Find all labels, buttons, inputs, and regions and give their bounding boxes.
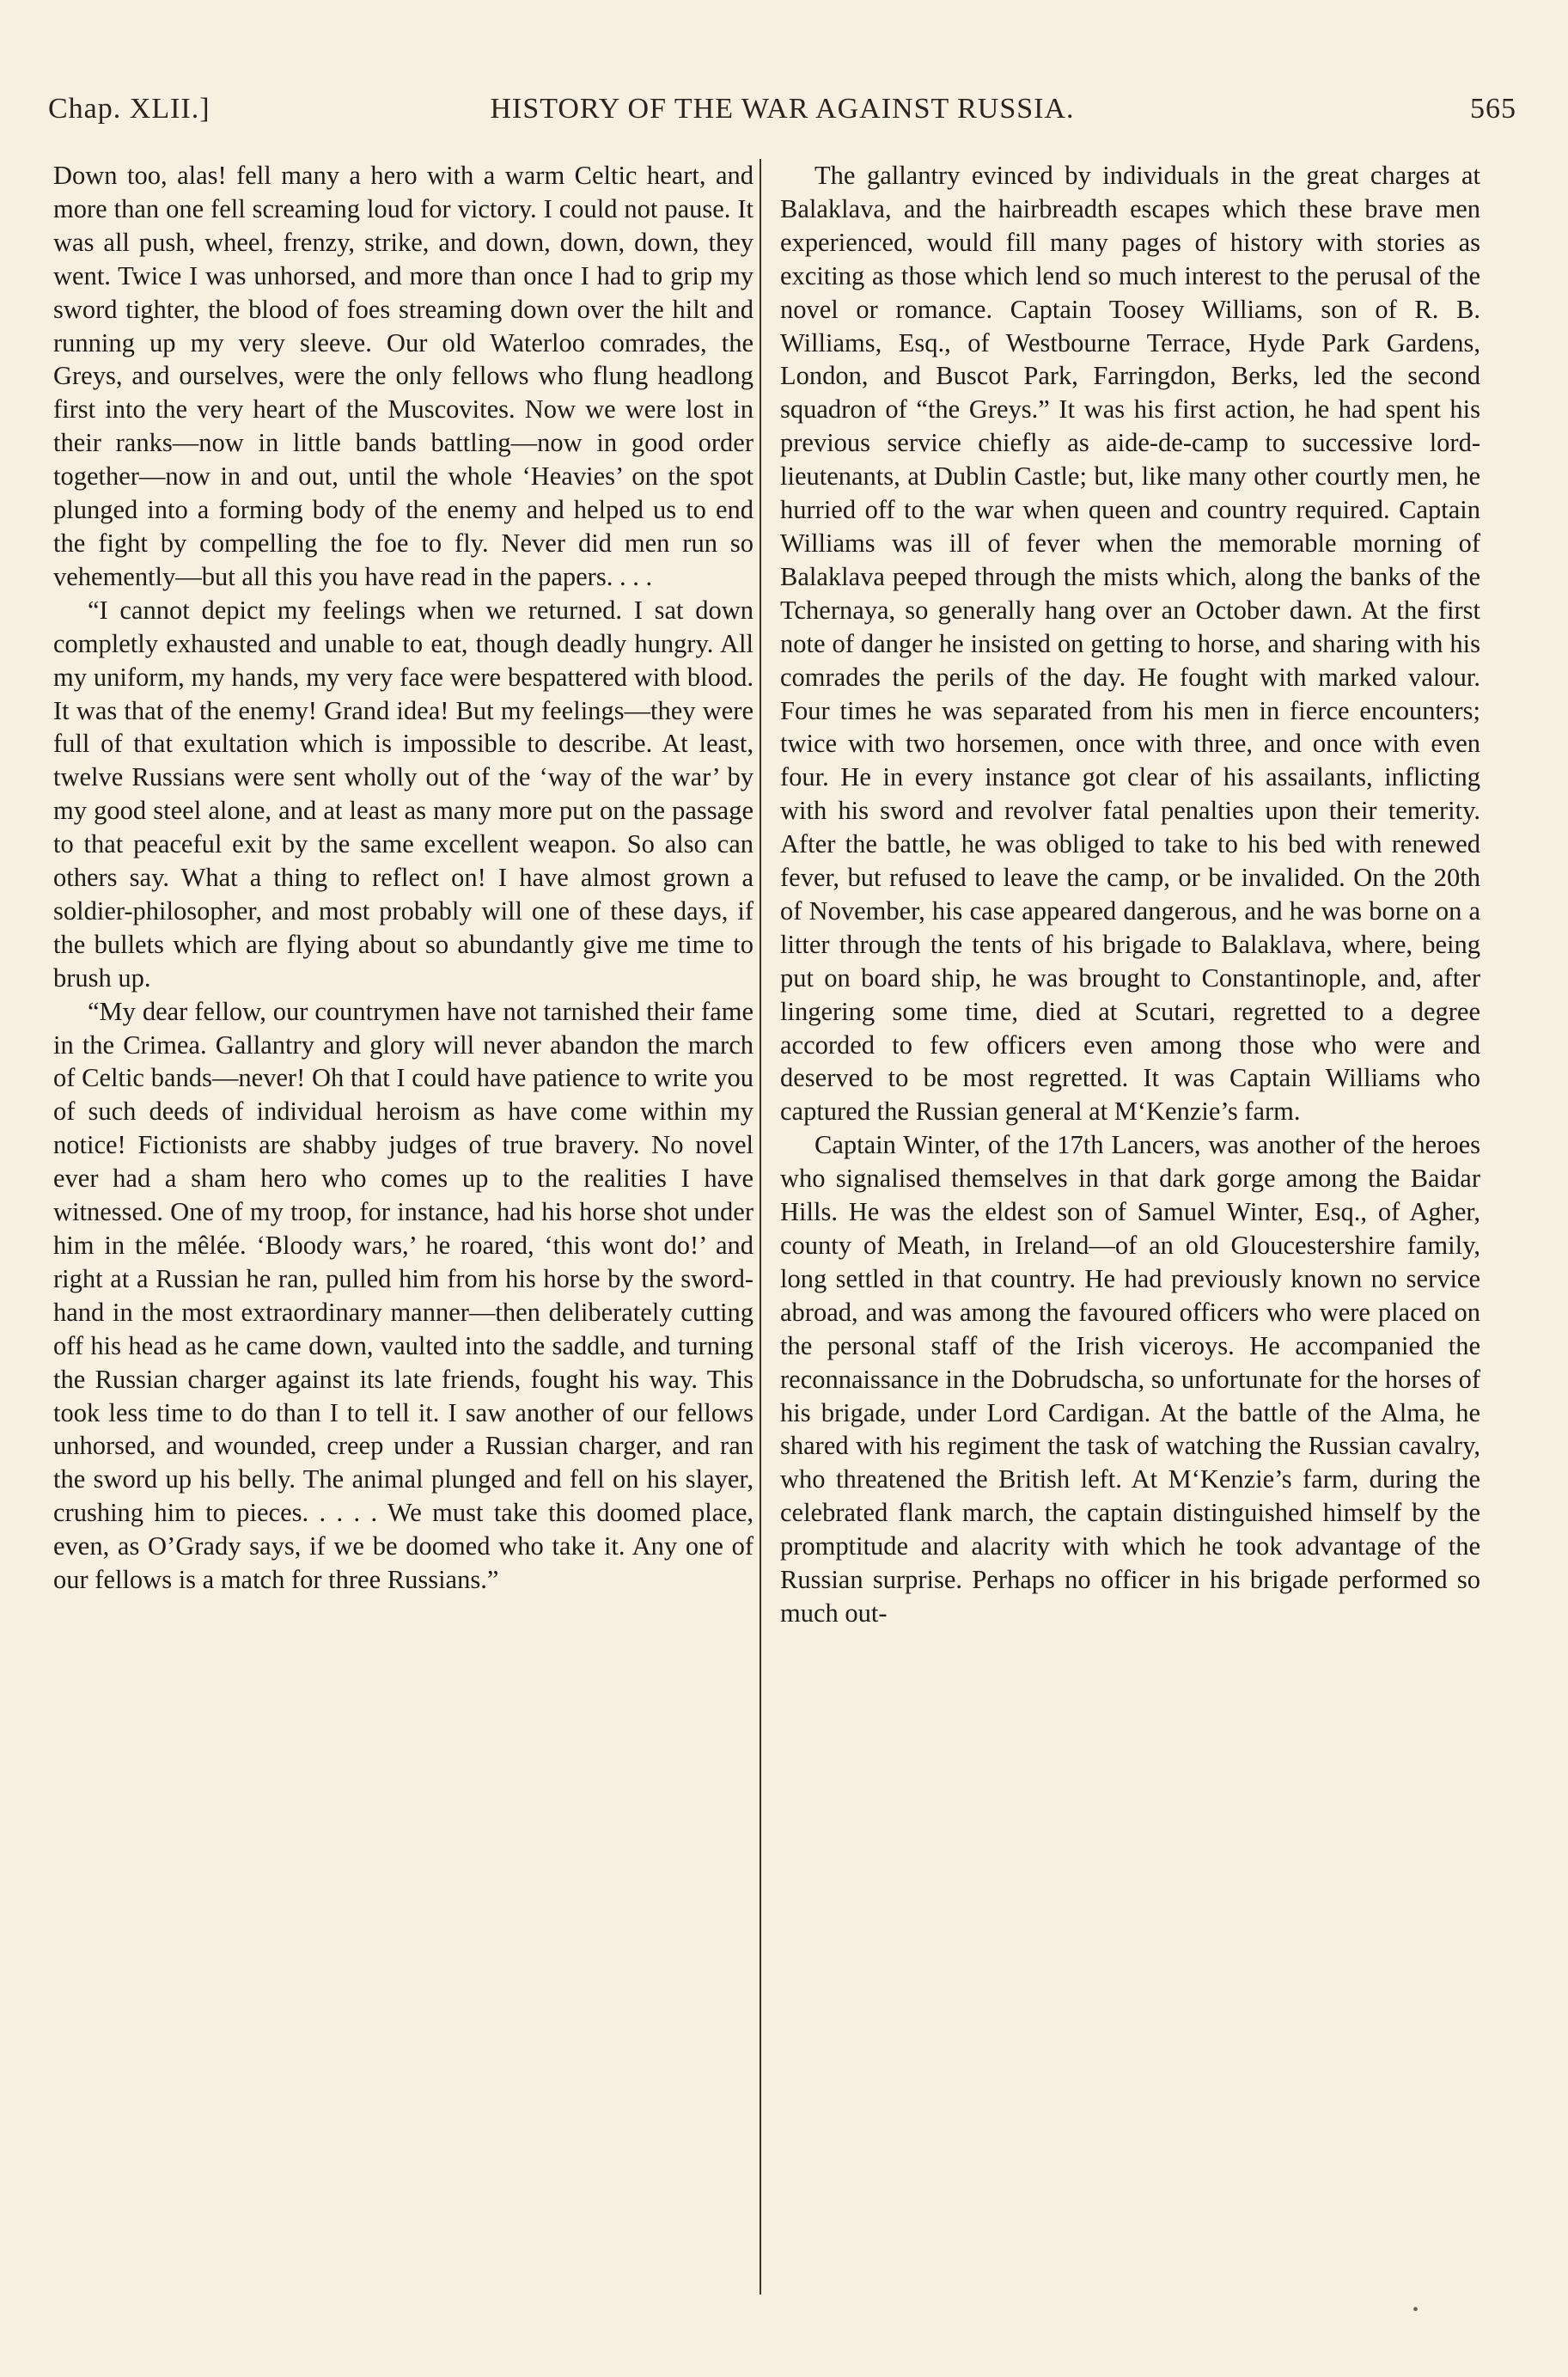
running-header — [48, 93, 1516, 136]
signature-mark: • — [1412, 2301, 1419, 2319]
page-title: HISTORY OF THE WAR AGAINST RUSSIA. — [490, 93, 1075, 125]
paragraph: Down too, alas! fell many a hero with a warm Celtic heart, and more than one fell screaming loud for victory. I could not pause. It was all push, wheel, frenzy, strike, and down, down, down, they went. Twice I was unhorsed, and more than once I had to grip my sword tighter, the blood of foes streaming down over the hilt and running up my very sleeve. Our old Waterloo comrades, the Greys, and ourselves, were the only fellows who flung headlong first into the very heart of the Muscovites. Now we were lost in their ranks—now in little bands battling—now in good order together—now in and out, until the whole ‘Heavies’ on the spot plunged into a forming body of the enemy and helped us to end the fight by compelling the foe to fly. Never did men run so vehemently—but all this you have read in the papers. . . . — [53, 161, 753, 591]
column-divider — [760, 159, 761, 2295]
left-column — [53, 159, 753, 1597]
paragraph: Captain Winter, of the 17th Lancers, was another of the heroes who signalised themselves in that dark gorge among the Baidar Hills. He was the eldest son of Samuel Winter, Esq., of Agher, county of Meath, in Ireland—of an old Gloucestershire family, long settled in that country. He had previously known no service abroad, and was among the favoured officers who were placed on the personal staff of the Irish viceroys. He accompanied the reconnaissance in the Dobrudscha, so unfortunate for the horses of his brigade, under Lord Cardigan. At the battle of the Alma, he shared with his regiment the task of watching the Russian cavalry, who threatened the British left. At M‘Kenzie’s farm, during the celebrated flank march, the captain distinguished himself by the promptitude and alacrity with which he took advantage of the Russian surprise. Perhaps no officer in his brigade performed so much out- — [780, 1130, 1480, 1628]
chapter-label: Chap. XLII.] — [48, 93, 210, 125]
paragraph: The gallantry evinced by individuals in the great charges at Balaklava, and the hairbreadth escapes which these brave men experienced, would fill many pages of history with stories as exciting as those which lend so much interest to the perusal of the novel or romance. Captain Toosey Williams, son of R. B. Williams, Esq., of Westbourne Terrace, Hyde Park Gardens, London, and Buscot Park, Farringdon, Berks, led the second squadron of “the Greys.” It was his first action, he had spent his previous service chiefly as aide-de-camp to successive lord-lieutenants, at Dublin Castle; but, like many other courtly men, he hurried off to the war when queen and country required. Captain Williams was ill of fever when the memorable morning of Balaklava peeped through the mists which, along the banks of the Tchernaya, so generally hang over an October dawn. At the first note of danger he insisted on getting to horse, and sharing with his comrades the perils of the day. He fought with marked valour. Four times he was separated from his men in fierce encounters; twice with two horsemen, once with three, and once with even four. He in every instance got clear of his assailants, inflicting with his sword and revolver fatal penalties upon their temerity. After the battle, he was obliged to take to his bed with renewed fever, but refused to leave the camp, or be invalided. On the 20th of November, his case appeared dangerous, and he was borne on a litter through the tents of his brigade to Balaklava, where, being put on board ship, he was brought to Constantinople, and, after lingering some time, died at Scutari, regretted to a degree accorded to few officers even among those who were and deserved to be most regretted. It was Captain Williams who captured the Russian general at M‘Kenzie’s farm. — [780, 161, 1480, 1127]
right-column — [780, 159, 1480, 1630]
page-number: 565 — [1470, 93, 1516, 125]
paragraph: “I cannot depict my feelings when we returned. I sat down completly exhausted and unable to eat, though deadly hungry. All my uniform, my hands, my very face were bespattered with blood. It was that of the enemy! Grand idea! But my feelings—they were full of that exultation which is impossible to describe. At least, twelve Russians were sent wholly out of the ‘way of the war’ by my good steel alone, and at least as many more put on the passage to that peaceful exit by the same excellent weapon. So also can others say. What a thing to reflect on! I have almost grown a soldier-philosopher, and most probably will one of these days, if the bullets which are flying about so abundantly give me time to brush up. — [53, 595, 753, 993]
paragraph: “My dear fellow, our countrymen have not tarnished their fame in the Crimea. Gallantry and glory will never abandon the march of Celtic bands—never! Oh that I could have patience to write you of such deeds of individual heroism as have come within my notice! Fictionists are shabby judges of true bravery. No novel ever had a sham hero who comes up to the realities I have witnessed. One of my troop, for instance, had his horse shot under him in the mêlée. ‘Bloody wars,’ he roared, ‘this wont do!’ and right at a Russian he ran, pulled him from his horse by the sword-hand in the most extraordinary manner—then deliberately cutting off his head as he came down, vaulted into the saddle, and turning the Russian charger against its late friends, fought his way. This took less time to do than I to tell it. I saw another of our fellows unhorsed, and wounded, creep under a Russian charger, and ran the sword up his belly. The animal plunged and fell on his slayer, crushing him to pieces. . . . . We must take this doomed place, even, as O’Grady says, if we be doomed who take it. Any one of our fellows is a match for three Russians.” — [53, 996, 753, 1595]
